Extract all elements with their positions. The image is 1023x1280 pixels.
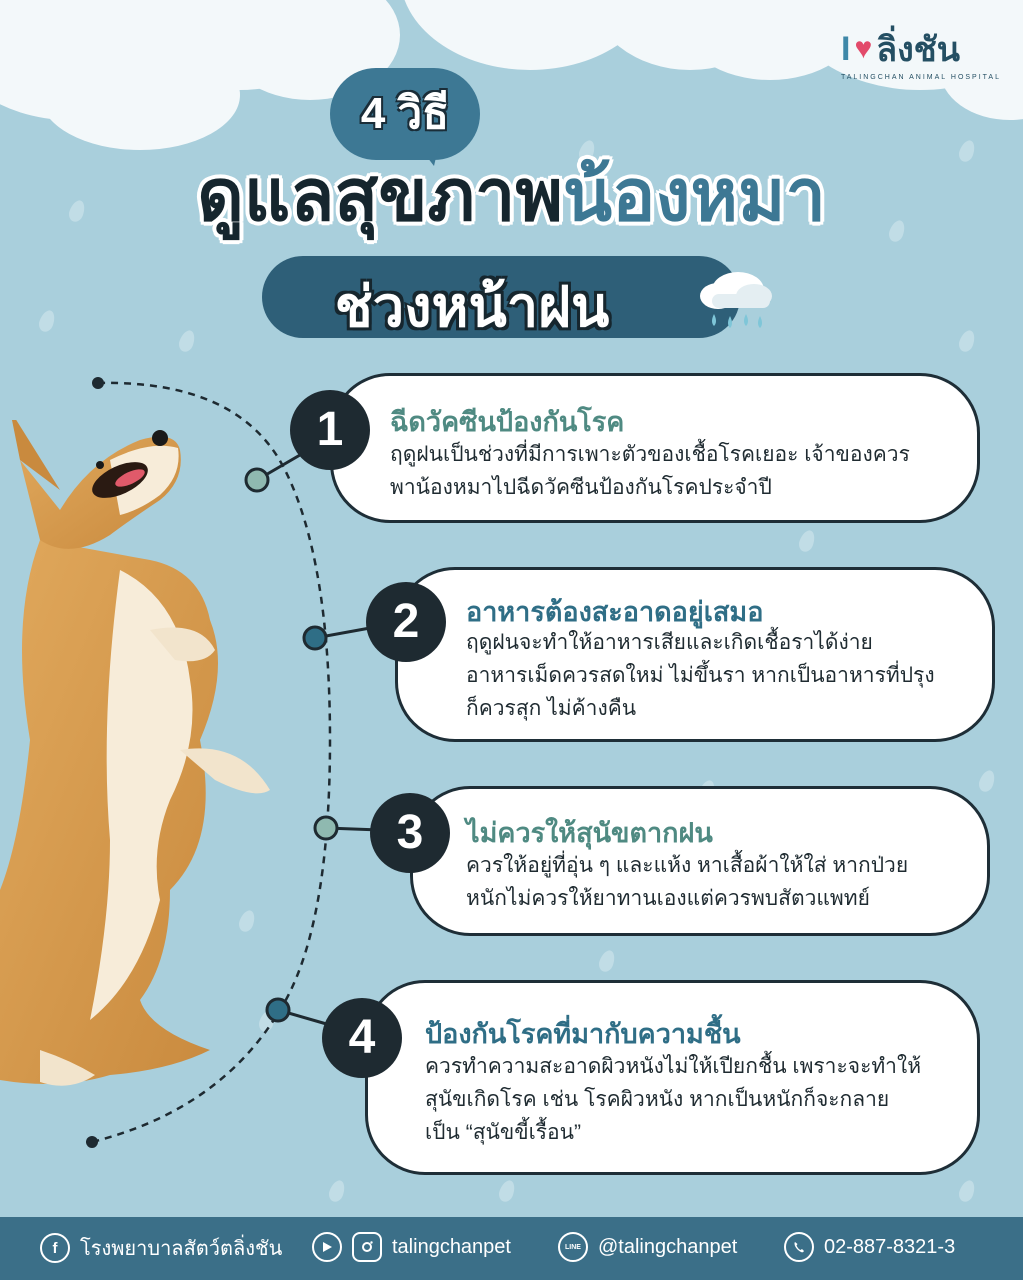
tip-line: ก็ควรสุก ไม่ค้างคืน <box>466 697 637 720</box>
tip-body-1 <box>390 438 910 504</box>
tip-line: ฤดูฝนจะทำให้อาหารเสียและเกิดเชื้อราได้ง่าย <box>466 631 873 654</box>
tip-line: พาน้องหมาไปฉีดวัคซีนป้องกันโรคประจำปี <box>390 476 772 499</box>
whatsapp-phone-icon <box>784 1232 814 1262</box>
headline-title-dark: ดูแลสุขภาพ <box>197 156 563 236</box>
tip-body-3 <box>466 849 908 915</box>
footer-youtube-instagram[interactable] <box>312 1232 511 1262</box>
footer-line[interactable] <box>558 1232 737 1262</box>
facebook-icon: f <box>40 1233 70 1263</box>
footer-facebook[interactable] <box>40 1232 282 1264</box>
tip-title-1: ฉีดวัคซีนป้องกันโรค <box>390 407 625 437</box>
tip-title-2: อาหารต้องสะอาดอยู่เสมอ <box>466 597 764 627</box>
tip-line: ควรทำความสะอาดผิวหนังไม่ให้เปียกชื้น เพราะจะทำให้ <box>425 1055 922 1078</box>
tip-number-4: 4 <box>322 998 402 1078</box>
tip-title-3: ไม่ควรให้สุนัขตากฝน <box>466 818 713 848</box>
line-icon: LINE <box>558 1232 588 1262</box>
headline-subtitle: ช่วงหน้าฝน <box>334 275 610 338</box>
line-handle: @talingchanpet <box>598 1235 738 1258</box>
tip-line: อาหารเม็ดควรสดใหม่ ไม่ขึ้นรา หากเป็นอาหารที่ปรุง <box>466 664 935 687</box>
tip-body-2 <box>466 626 935 725</box>
heart-icon: ♥ <box>854 32 873 65</box>
logo-subtitle: TALINGCHAN ANIMAL HOSPITAL <box>840 74 1001 81</box>
headline-count: 4 วิธี <box>360 89 450 138</box>
tip-line: เป็น “สุนัขขี้เรื้อน” <box>425 1121 581 1144</box>
footer-phone[interactable] <box>784 1232 955 1262</box>
youtube-icon <box>312 1232 342 1262</box>
tip-number-3: 3 <box>370 793 450 873</box>
headline-title-blue: น้องหมา <box>562 156 826 236</box>
tip-number-2: 2 <box>366 582 446 662</box>
tip-line: ควรให้อยู่ที่อุ่น ๆ และแห้ง หาเสื้อผ้าให้ใส่ หากป่วย <box>466 854 909 877</box>
tip-line: สุนัขเกิดโรค เช่น โรคผิวหนัง หากเป็นหนักก็จะกลาย <box>425 1088 890 1111</box>
phone-number: 02-887-8321-3 <box>824 1235 956 1258</box>
instagram-icon <box>352 1232 382 1262</box>
logo-letter: I <box>840 29 851 68</box>
logo-name: ลิ่งชัน <box>876 31 961 69</box>
tip-number-1: 1 <box>290 390 370 470</box>
social-handle: talingchanpet <box>392 1235 511 1258</box>
tip-line: ฤดูฝนเป็นช่วงที่มีการเพาะตัวของเชื้อโรคเยอะ เจ้าของควร <box>390 443 910 466</box>
tip-title-4: ป้องกันโรคที่มากับความชื้น <box>425 1019 741 1049</box>
facebook-name: โรงพยาบาลสัตว์ตลิ่งชัน <box>80 1238 283 1260</box>
tip-line: หนักไม่ควรให้ยาทานเองแต่ควรพบสัตวแพทย์ <box>466 887 870 910</box>
tip-body-4 <box>425 1050 921 1149</box>
